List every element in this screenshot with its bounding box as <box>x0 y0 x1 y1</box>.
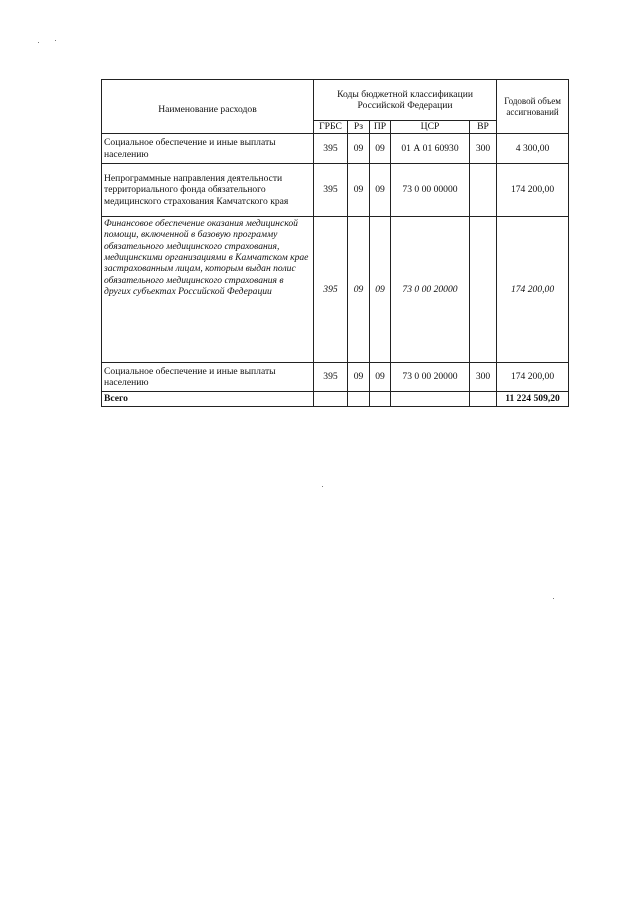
table-row <box>102 134 569 164</box>
grbs-code: 395 <box>314 134 348 164</box>
budget-allocation-table <box>101 79 569 407</box>
table-row <box>102 363 569 392</box>
rz-code: 09 <box>348 164 370 217</box>
csr-code: 01 А 01 60930 <box>391 134 470 164</box>
pr-code: 09 <box>370 363 391 392</box>
table-row <box>102 164 569 217</box>
rz-code: 09 <box>348 363 370 392</box>
grbs-code: 395 <box>314 164 348 217</box>
vr-code <box>470 164 497 217</box>
pr-header: ПР <box>370 121 391 134</box>
total-amount: 11 224 509,20 <box>497 392 569 407</box>
expense-name: Социальное обеспечение и иные выплаты населению <box>102 134 314 164</box>
scan-speck <box>322 486 323 487</box>
amount: 174 200,00 <box>497 217 569 363</box>
vr-header: ВР <box>470 121 497 134</box>
vr-code: 300 <box>470 134 497 164</box>
expense-name: Непрограммные направления деятельности территориального фонда обязательного медицинского страхования Камчатского края <box>102 164 314 217</box>
scan-speck <box>553 598 554 599</box>
rz-header: Рз <box>348 121 370 134</box>
scan-speck <box>38 42 39 43</box>
total-row <box>102 392 569 407</box>
table-row <box>102 217 569 363</box>
grbs-code: 395 <box>314 363 348 392</box>
csr-header: ЦСР <box>391 121 470 134</box>
grbs-header: ГРБС <box>314 121 348 134</box>
pr-code: 09 <box>370 217 391 363</box>
budget-codes-header: Коды бюджетной классификации Российской Федерации <box>314 80 497 121</box>
csr-code: 73 0 00 00000 <box>391 164 470 217</box>
csr-code: 73 0 00 20000 <box>391 217 470 363</box>
annual-amount-header: Годовой объем ассигнований <box>497 80 569 134</box>
amount: 174 200,00 <box>497 363 569 392</box>
pr-code: 09 <box>370 134 391 164</box>
header-row <box>102 80 569 121</box>
grbs-code: 395 <box>314 217 348 363</box>
csr-code: 73 0 00 20000 <box>391 363 470 392</box>
expense-name-header: Наименование расходов <box>102 80 314 134</box>
empty-cell <box>314 392 348 407</box>
vr-code: 300 <box>470 363 497 392</box>
expense-name: Финансовое обеспечение оказания медицинской помощи, включенной в базовую программу обязательного медицинского страхования, медицинскими организациями в Камчатском крае застрахованным лицам, которым выдан полис обязательного медицинского страхования в других субъектах Российской Федерации <box>102 217 314 363</box>
empty-cell <box>370 392 391 407</box>
amount: 4 300,00 <box>497 134 569 164</box>
empty-cell <box>470 392 497 407</box>
empty-cell <box>391 392 470 407</box>
rz-code: 09 <box>348 134 370 164</box>
amount: 174 200,00 <box>497 164 569 217</box>
vr-code <box>470 217 497 363</box>
pr-code: 09 <box>370 164 391 217</box>
rz-code: 09 <box>348 217 370 363</box>
total-label: Всего <box>102 392 314 407</box>
scan-speck <box>55 40 56 41</box>
expense-name: Социальное обеспечение и иные выплаты населению <box>102 363 314 392</box>
empty-cell <box>348 392 370 407</box>
